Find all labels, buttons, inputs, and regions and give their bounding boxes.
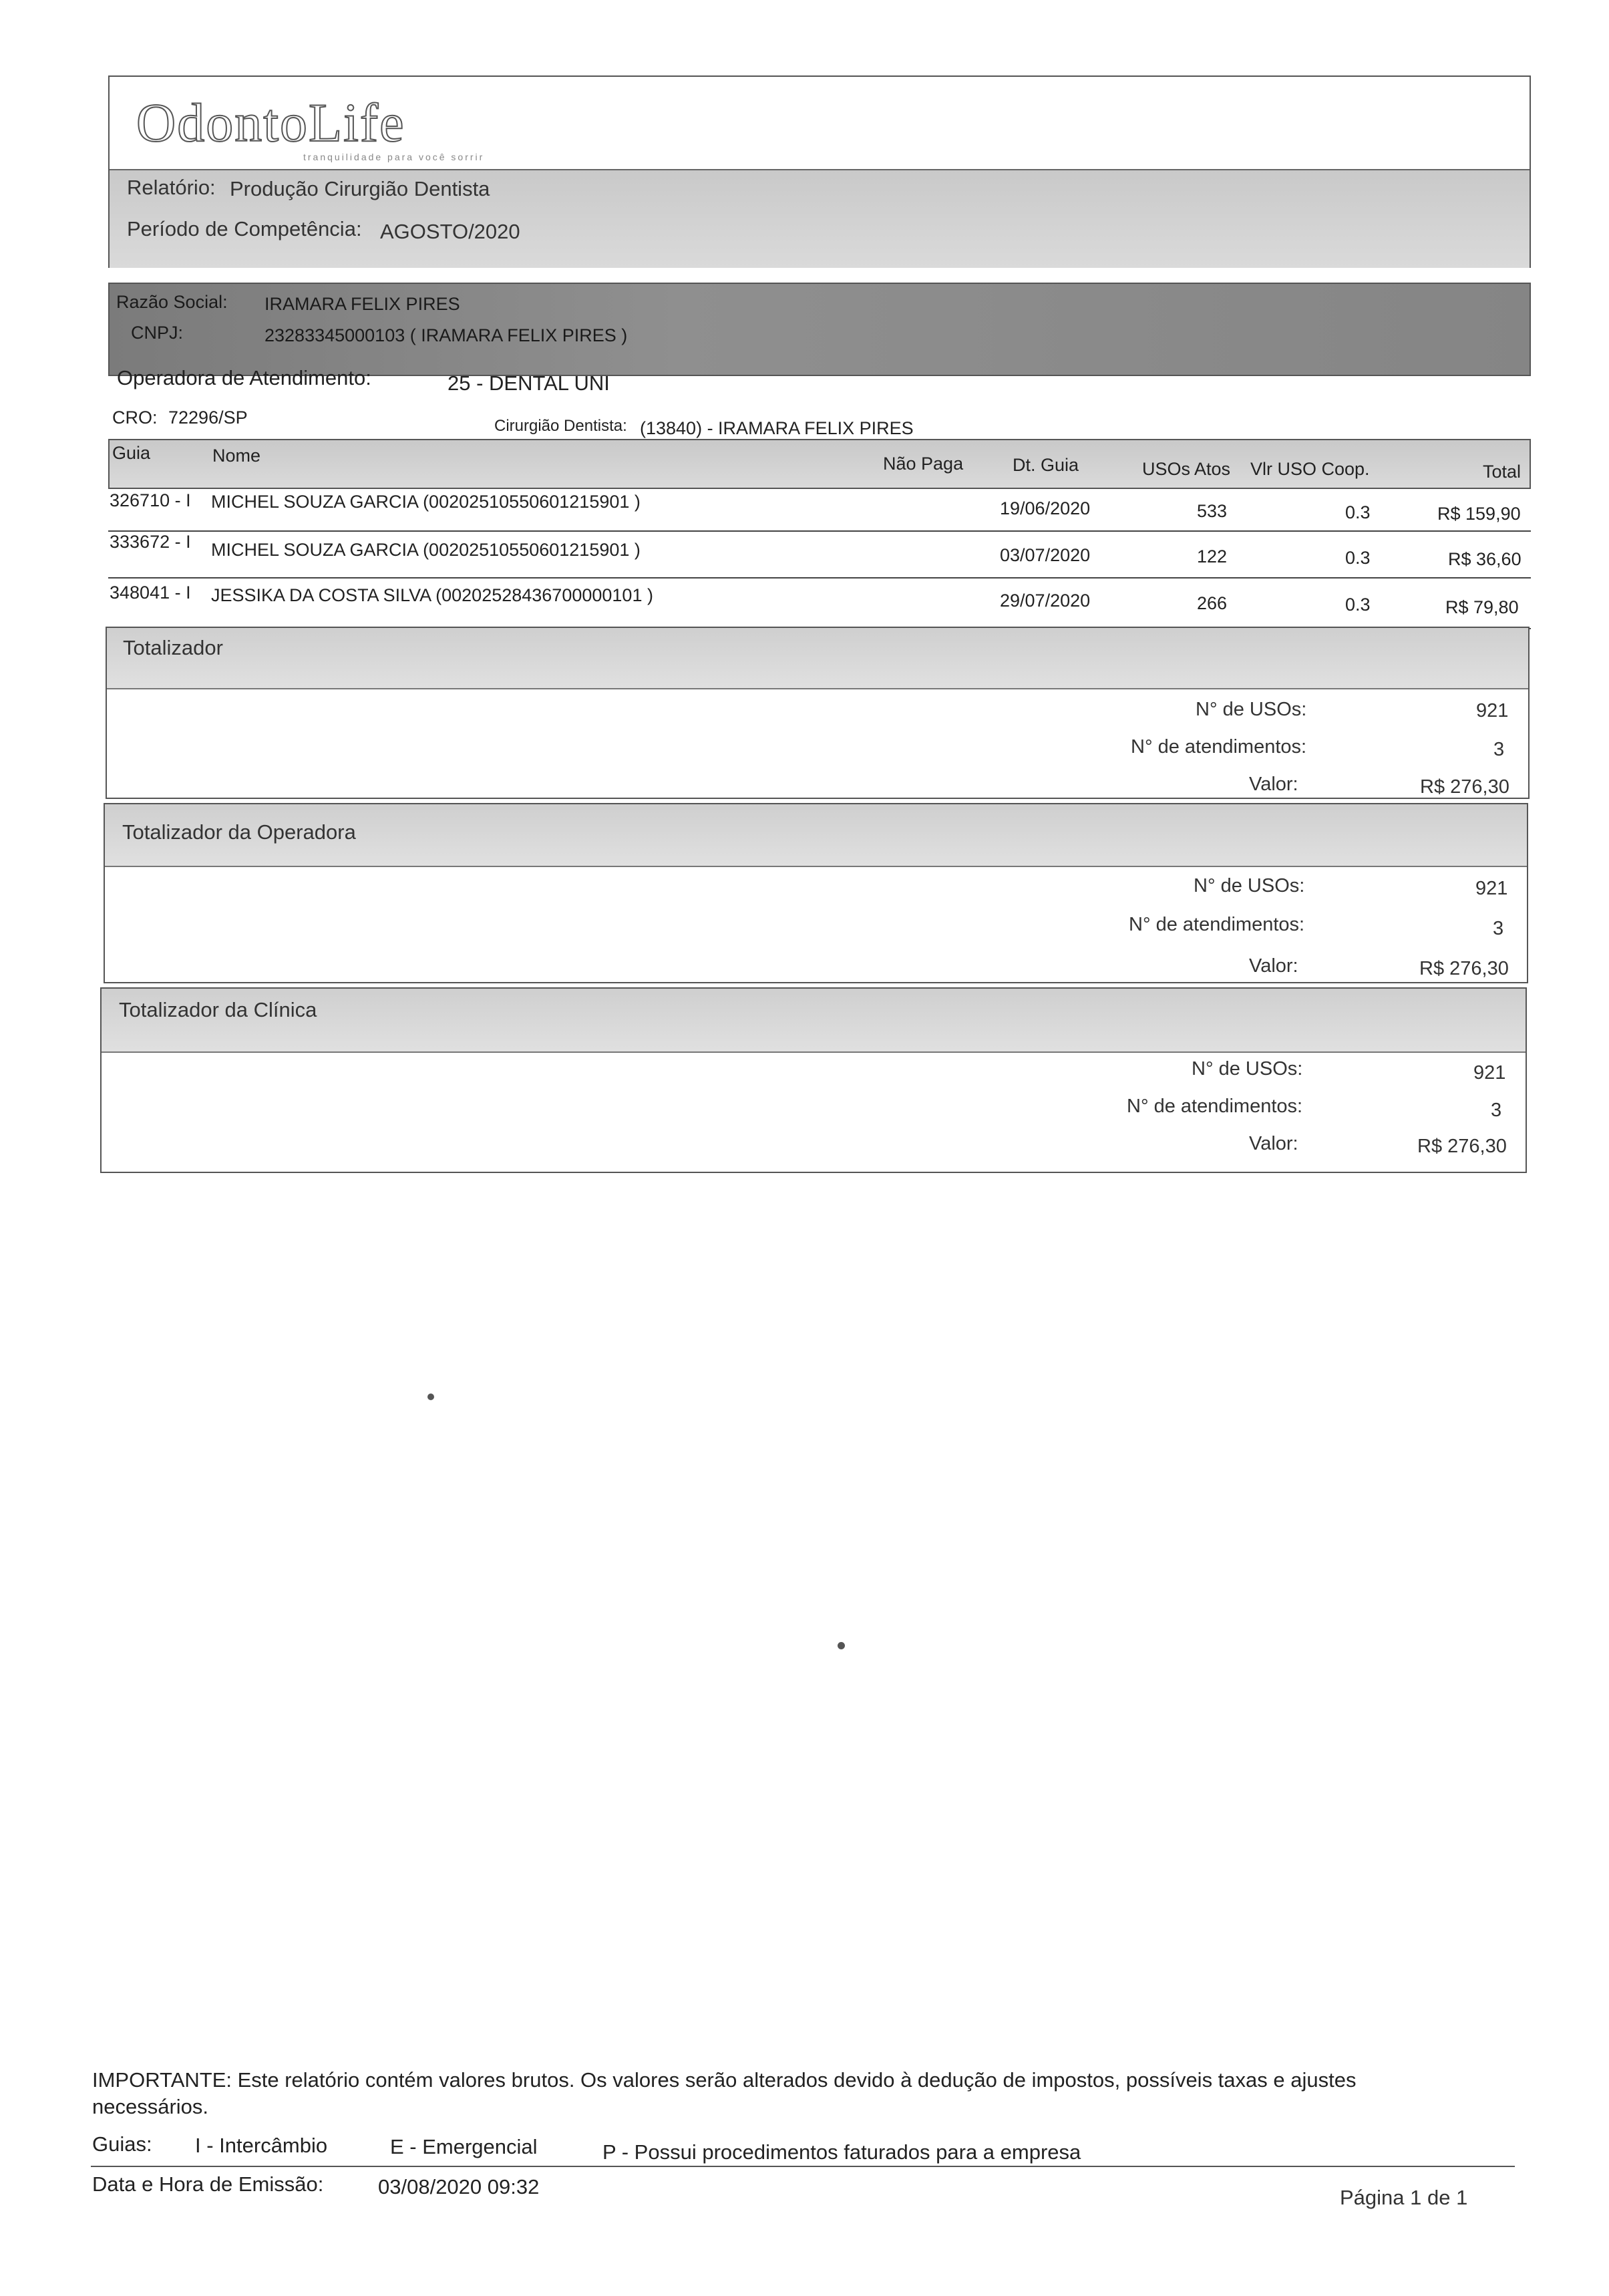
totalizador-clinica-title: Totalizador da Clínica bbox=[119, 998, 317, 1021]
scan-speck bbox=[427, 1393, 434, 1400]
cro-label: CRO: bbox=[112, 407, 158, 428]
emission-value: 03/08/2020 09:32 bbox=[378, 2175, 540, 2198]
row-dt-guia: 29/07/2020 bbox=[1000, 591, 1091, 611]
col-nao-paga: Não Paga bbox=[883, 454, 964, 474]
totalizador-operadora-title: Totalizador da Operadora bbox=[122, 820, 356, 844]
row-vlr-uso: 0.3 bbox=[1345, 502, 1371, 522]
logo bbox=[136, 92, 550, 165]
period-value: AGOSTO/2020 bbox=[380, 220, 520, 243]
important-note-line2: necessários. bbox=[92, 2095, 209, 2118]
row-guia: 333672 - I bbox=[110, 532, 191, 552]
col-guia: Guia bbox=[112, 443, 151, 463]
table-row bbox=[108, 532, 1531, 580]
row-total: R$ 36,60 bbox=[1448, 549, 1522, 569]
col-total: Total bbox=[1483, 462, 1522, 482]
report-title: Produção Cirurgião Dentista bbox=[230, 177, 490, 200]
totalizador-clinica-box bbox=[100, 987, 1527, 1173]
totalizador-operadora-header bbox=[105, 804, 1527, 867]
row-dt-guia: 03/07/2020 bbox=[1000, 545, 1091, 565]
cnpj-label: CNPJ: bbox=[131, 323, 184, 343]
col-dt-guia: Dt. Guia bbox=[1013, 455, 1079, 475]
footer-divider bbox=[91, 2166, 1515, 2167]
totalizador-clinica-header bbox=[102, 989, 1526, 1053]
atendimentos-value: 3 bbox=[1491, 1100, 1502, 1121]
valor-label: Valor: bbox=[1249, 774, 1298, 795]
emission-label: Data e Hora de Emissão: bbox=[92, 2172, 324, 2196]
atendimentos-label: N° de atendimentos: bbox=[1127, 1096, 1303, 1117]
row-nome: MICHEL SOUZA GARCIA (00202510550601215901 ) bbox=[211, 540, 641, 560]
row-nome: JESSIKA DA COSTA SILVA (00202528436700000101 ) bbox=[211, 585, 653, 605]
row-guia: 348041 - I bbox=[110, 583, 191, 603]
scan-speck bbox=[838, 1642, 845, 1649]
legend-intercambio: I - Intercâmbio bbox=[195, 2134, 328, 2157]
col-vlr-uso: Vlr USO Coop. bbox=[1250, 459, 1370, 479]
usos-label: N° de USOs: bbox=[1196, 699, 1307, 720]
atendimentos-label: N° de atendimentos: bbox=[1131, 736, 1307, 758]
page-number: Página 1 de 1 bbox=[1340, 2186, 1468, 2209]
report-header bbox=[108, 75, 1531, 268]
usos-label: N° de USOs: bbox=[1192, 1058, 1303, 1080]
cnpj-value: 23283345000103 ( IRAMARA FELIX PIRES ) bbox=[264, 325, 628, 345]
logo-text: OdontoLife bbox=[136, 92, 405, 153]
usos-label: N° de USOs: bbox=[1194, 875, 1305, 896]
guias-label: Guias: bbox=[92, 2132, 152, 2156]
logo-tagline: tranquilidade para você sorrir bbox=[303, 152, 485, 162]
valor-value: R$ 276,30 bbox=[1420, 776, 1509, 798]
totalizador-title: Totalizador bbox=[123, 636, 223, 659]
totalizador-header bbox=[107, 628, 1528, 689]
table-row bbox=[108, 579, 1531, 627]
row-usos: 266 bbox=[1197, 593, 1228, 613]
row-vlr-uso: 0.3 bbox=[1345, 548, 1371, 568]
legend-faturados: P - Possui procedimentos faturados para a empresa bbox=[602, 2140, 1081, 2164]
table-header bbox=[108, 439, 1531, 489]
usos-value: 921 bbox=[1473, 1062, 1506, 1084]
totalizador-box bbox=[106, 627, 1530, 799]
valor-label: Valor: bbox=[1249, 1133, 1298, 1154]
atendimentos-label: N° de atendimentos: bbox=[1129, 914, 1305, 935]
atendimentos-value: 3 bbox=[1493, 918, 1504, 939]
row-dt-guia: 19/06/2020 bbox=[1000, 498, 1091, 518]
row-total: R$ 159,90 bbox=[1437, 504, 1521, 524]
row-nome: MICHEL SOUZA GARCIA (00202510550601215901 ) bbox=[211, 492, 641, 512]
surgeon-value: (13840) - IRAMARA FELIX PIRES bbox=[640, 418, 914, 438]
row-total: R$ 79,80 bbox=[1445, 597, 1519, 617]
report-label: Relatório: bbox=[127, 176, 216, 199]
razao-social-label: Razão Social: bbox=[116, 292, 228, 312]
surgeon-label: Cirurgião Dentista: bbox=[494, 417, 627, 435]
col-nome: Nome bbox=[212, 446, 261, 466]
totalizador-operadora-box bbox=[104, 803, 1528, 983]
col-usos: USOs Atos bbox=[1142, 459, 1231, 479]
cro-value: 72296/SP bbox=[168, 407, 248, 428]
operadora-label: Operadora de Atendimento: bbox=[117, 366, 371, 389]
usos-value: 921 bbox=[1476, 700, 1509, 721]
valor-value: R$ 276,30 bbox=[1419, 958, 1509, 979]
company-band bbox=[108, 283, 1531, 376]
row-vlr-uso: 0.3 bbox=[1345, 595, 1371, 615]
row-usos: 533 bbox=[1197, 501, 1228, 521]
period-label: Período de Competência: bbox=[127, 217, 362, 240]
razao-social-value: IRAMARA FELIX PIRES bbox=[264, 294, 460, 314]
row-usos: 122 bbox=[1197, 546, 1228, 566]
row-guia: 326710 - I bbox=[110, 490, 191, 510]
important-note-line1: IMPORTANTE: Este relatório contém valores brutos. Os valores serão alterados devido à dedução de impostos, possíveis taxas e ajustes bbox=[92, 2068, 1357, 2092]
valor-label: Valor: bbox=[1249, 955, 1298, 977]
atendimentos-value: 3 bbox=[1493, 739, 1505, 760]
usos-value: 921 bbox=[1475, 878, 1508, 899]
valor-value: R$ 276,30 bbox=[1417, 1136, 1507, 1157]
legend-emergencial: E - Emergencial bbox=[390, 2135, 538, 2158]
operadora-value: 25 - DENTAL UNI bbox=[448, 371, 610, 395]
